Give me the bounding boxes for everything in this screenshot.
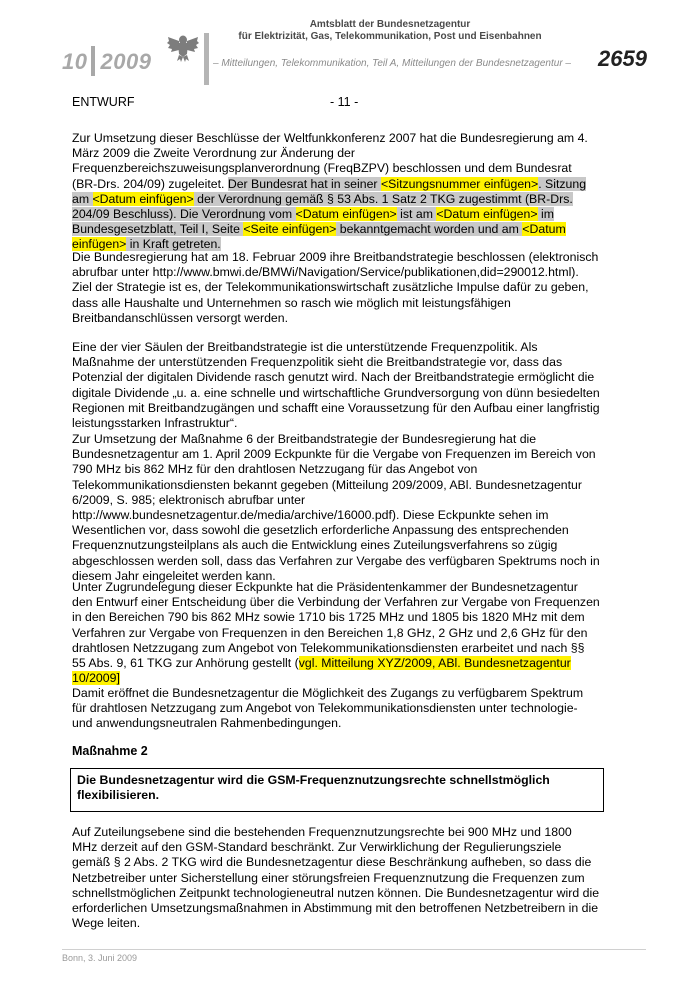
placeholder-date: <Datum einfügen> — [72, 222, 566, 252]
placeholder-date: <Datum einfügen> — [436, 207, 538, 222]
paragraph-2: Die Bundesregierung hat am 18. Februar 2009 ihre Breitbandstrategie beschlossen (elektronisch abrufbar unter http://www.bmwi.de/BMWi/Navigation/Service/publikationen,did=290012.html). Ziel der Strategie ist es, der Telekommunikationswirtschaft zusätzliche Impulse dafür zu geben, dass alle Haushalte und Unternehmen so rasch wie möglich mit leistungsfähigen Breitbandanschlüssen versorgt werden. — [72, 250, 599, 325]
header-divider — [204, 33, 209, 85]
paragraph-6: Damit eröffnet die Bundesnetzagentur die Möglichkeit des Zugangs zu verfügbarem Spektrum für drahtlosen Netzzugang zum Angebot von Telekommunikationsdiensten unter technologie- und anwendungsneutralen Rahmenbedingungen. — [72, 686, 584, 731]
federal-eagle-icon — [166, 31, 200, 63]
placeholder-page: <Seite einfügen> — [243, 222, 337, 237]
draft-row — [72, 95, 632, 109]
journal-subtitle: – Mitteilungen, Telekommunikation, Teil A, Mitteilungen der Bundesnetzagentur – — [213, 58, 571, 69]
placeholder-reference: vgl. Mitteilung XYZ/2009, ABl. Bundesnetzagentur 10/2009] — [72, 656, 571, 686]
journal-title: Amtsblatt der Bundesnetzagentur für Elektrizität, Gas, Telekommunikation, Post und Eisenbahnen — [238, 19, 542, 42]
page-number: 2659 — [598, 46, 647, 71]
footer-date: Bonn, 3. Juni 2009 — [62, 953, 138, 963]
paragraph-1: Zur Umsetzung dieser Beschlüsse der Weltfunkkonferenz 2007 hat die Bundesregierung am 4. März 2009 die Zweite Verordnung zur Änderung der Frequenzbereichszuweisungsplanverordnung (FreqBZPV) beschlossen und dem Bundesrat (BR-Drs. 204/09) zugeleitet. Der Bundesrat hat in seiner <Sitzungsnummer einfügen>. Sitzung am <Datum einfügen> der Verordnung gemäß § 53 Abs. 1 Satz 2 TKG zugestimmt (BR-Drs. 204/09 Beschluss). Die Verordnung vom <Datum einfügen> ist am <Datum einfügen> im Bundesgesetzblatt, Teil I, Seite <Seite einfügen> bekanntgemacht worden und am <Datum einfügen> in Kraft getreten. — [72, 131, 588, 252]
placeholder-date: <Datum einfügen> — [295, 207, 397, 222]
measure-box: Die Bundesnetzagentur wird die GSM-Frequenznutzungsrechte schnellstmöglich flexibilisieren. — [70, 768, 604, 812]
inner-page-number: - 11 - — [330, 95, 359, 109]
paragraph-3: Eine der vier Säulen der Breitbandstrategie ist die unterstützende Frequenzpolitik. Als Maßnahme der unterstützenden Frequenzpolitik sieht die Breitbandstrategie vor, dass das Potenzial der digitalen Dividende rasch genutzt wird. Nach der Breitbandstrategie ermöglicht die digitale Dividende „u. a. eine schnelle und wirtschaftliche Grundversorgung von dünn besiedelten Regionen mit Breitbandzugängen und schafft eine Voraussetzung für den Aufbau einer langfristig leistungsstarken Infrastruktur“. — [72, 340, 600, 431]
draft-label: ENTWURF — [72, 95, 135, 109]
placeholder-session-number: <Sitzungsnummer einfügen> — [380, 176, 539, 191]
issue-number: 10 2009 — [62, 46, 151, 76]
paragraph-4: Zur Umsetzung der Maßnahme 6 der Breitbandstrategie der Bundesregierung hat die Bundesnetzagentur am 1. April 2009 Eckpunkte für die Vergabe von Frequenzen im Bereich von 790 MHz bis 862 MHz für den drahtlosen Netzzugang für das Angebot von Telekommunikationsdiensten bekannt gegeben (Mitteilung 209/2009, ABl. Bundesnetzagentur 6/2009, S. 985; elektronisch abrufbar unter http://www.bundesnetzagentur.de/media/archive/16000.pdf). Diese Eckpunkte sehen im Wesentlichen vor, dass sowohl die gesetzlich erforderliche Anpassung des entsprechenden Frequenznutzungsteilplans als auch die Entwicklung eines Zuteilungsverfahrens so zügig abgeschlossen werden soll, dass das Verfahren zur Vergabe des verfügbaren Spektrums noch in diesem Jahr eingeleitet werden kann. — [72, 432, 600, 583]
paragraph-7: Auf Zuteilungsebene sind die bestehenden Frequenznutzungsrechte bei 900 MHz und 1800 MHz derzeit auf den GSM-Standard beschränkt. Zur Verwirklichung der Regulierungsziele gemäß § 2 Abs. 2 TKG wird die Bundesnetzagentur diese Beschränkung aufheben, so dass die Netzbetreiber unter Sicherstellung einer störungsfreien Frequenznutzung die Frequenzen zum schnellstmöglichen Zeitpunkt technologieneutral nutzen können. Die Bundesnetzagentur wird die erforderlichen Umsetzungsmaßnahmen in Abstimmung mit den betroffenen Netzbetreibern in die Wege leiten. — [72, 825, 600, 931]
paragraph-5: Unter Zugrundelegung dieser Eckpunkte hat die Präsidentenkammer der Bundesnetzagentur den Entwurf einer Entscheidung über die Verbindung der Verfahren zur Vergabe von Frequenzen in den Bereichen 790 bis 862 MHz sowie 1710 bis 1725 MHz und 1805 bis 1820 MHz mit dem Verfahren zur Vergabe von Frequenzen in den Bereichen 1,8 GHz, 2 GHz und 2,6 GHz für den drahtlosen Netzzugang zum Angebot von Telekommunikationsdiensten erarbeitet und nach §§ 55 Abs. 9, 61 TKG zur Anhörung gestellt (vgl. Mitteilung XYZ/2009, ABl. Bundesnetzagentur 10/2009] — [72, 580, 600, 686]
placeholder-date: <Datum einfügen> — [92, 191, 194, 206]
section-heading: Maßnahme 2 — [72, 744, 148, 758]
footer-divider — [62, 949, 646, 950]
